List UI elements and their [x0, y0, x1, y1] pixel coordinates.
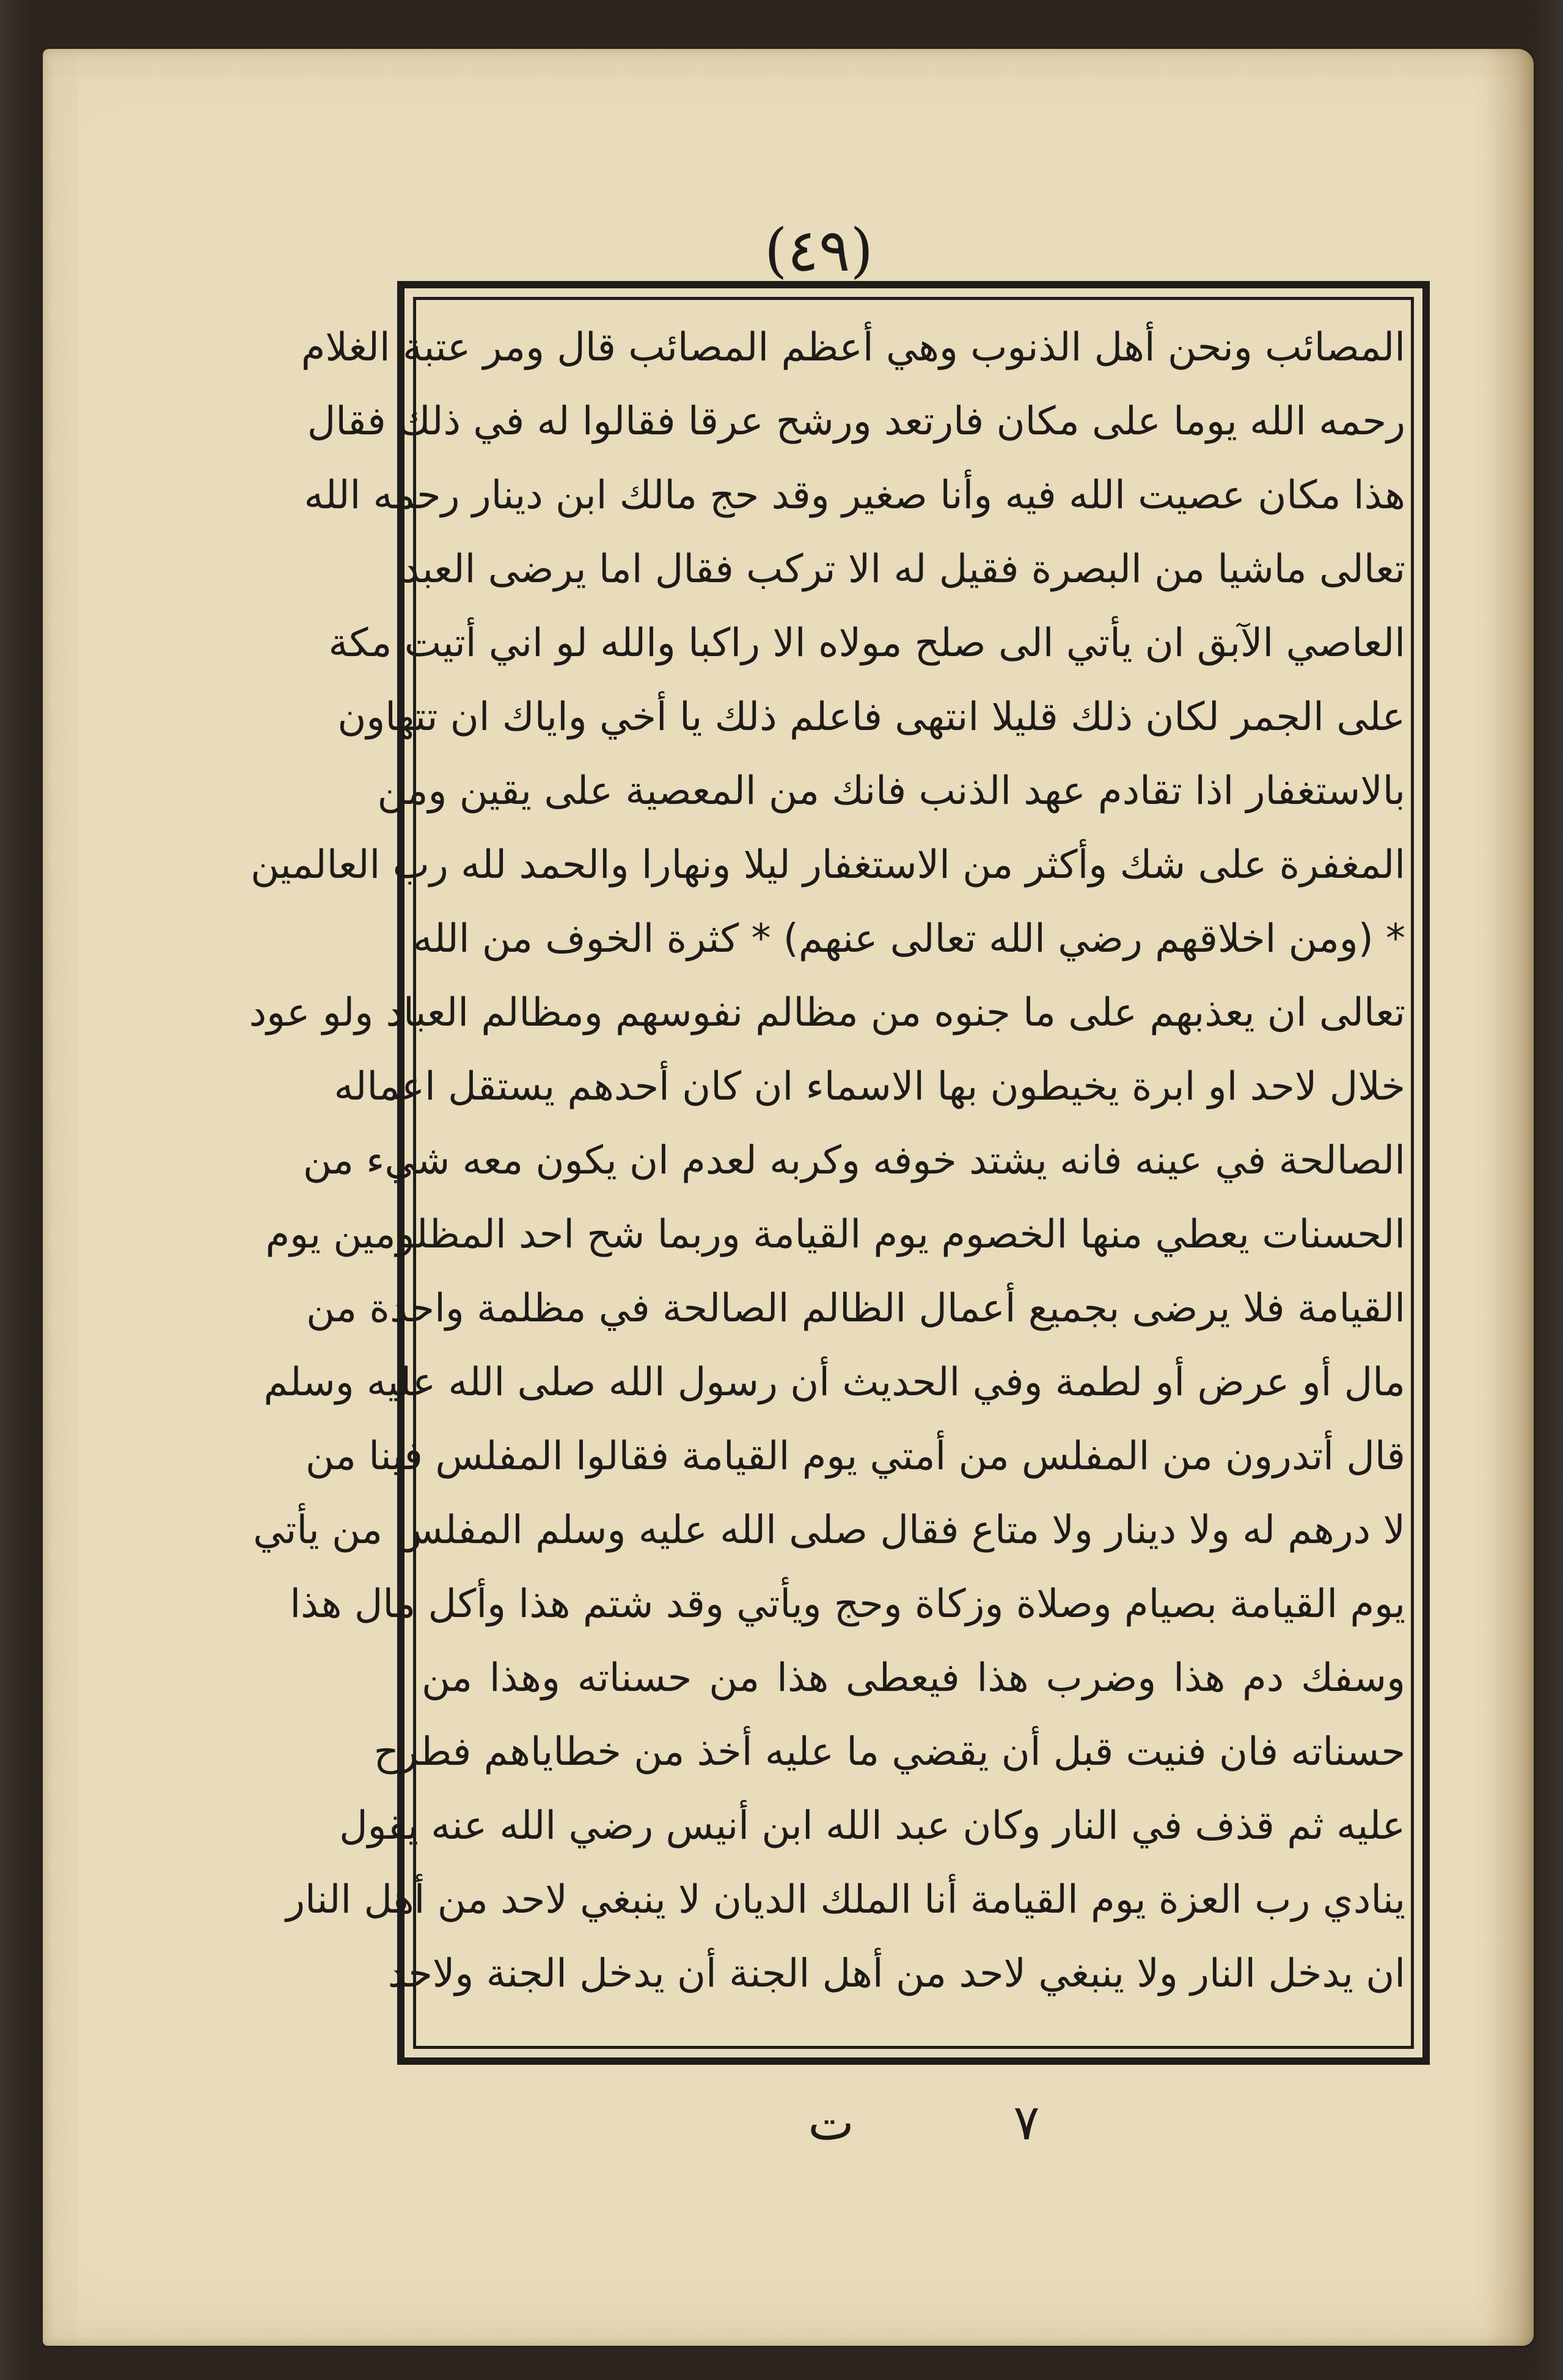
page-number: (٤٩): [764, 216, 874, 285]
text-line-20: حسناته فان فنيت قبل أن يقضي ما عليه أخذ من خطاياهم فطرح: [373, 1729, 1405, 1775]
text-line-5: العاصي الآبق ان يأتي الى صلح مولاه الا راكبا والله لو اني أتيت مكة: [328, 621, 1405, 666]
signature-number: ٧: [1013, 2094, 1040, 2151]
main-text-block: [249, 312, 1405, 2046]
text-line-16: قال أتدرون من المفلس من أمتي يوم القيامة فقالوا المفلس فينا من: [305, 1434, 1405, 1479]
text-line-2: رحمه الله يوما على مكان فارتعد ورشح عرقا فقالوا له في ذلك فقال: [307, 399, 1405, 444]
text-line-8: المغفرة على شك وأكثر من الاستغفار ليلا ونهارا والحمد لله رب العالمين: [251, 842, 1405, 888]
text-line-18: يوم القيامة بصيام وصلاة وزكاة وحج ويأتي وقد شتم هذا وأكل مال هذا: [290, 1582, 1405, 1627]
text-line-1: المصائب ونحن أهل الذنوب وهي أعظم المصائب قال ومر عتبة الغلام: [301, 325, 1405, 370]
text-line-10: تعالى ان يعذبهم على ما جنوه من مظالم نفوسهم ومظالم العباد ولو عود: [249, 990, 1405, 1035]
text-line-17: لا درهم له ولا دينار ولا متاع فقال صلى الله عليه وسلم المفلس من يأتي: [253, 1508, 1405, 1553]
page-edge-shadow: [1485, 49, 1534, 2346]
text-line-15: مال أو عرض أو لطمة وفي الحديث أن رسول الله صلى الله عليه وسلم: [263, 1360, 1405, 1405]
signature-letter: ت: [808, 2094, 854, 2151]
text-line-19: وسفك دم هذا وضرب هذا فيعطى هذا من حسناته وهذا من: [422, 1655, 1405, 1701]
text-line-4: تعالى ماشيا من البصرة فقيل له الا تركب فقال اما يرضى العبد: [401, 547, 1405, 592]
text-line-13: الحسنات يعطي منها الخصوم يوم القيامة وربما شح احد المظلومين يوم: [265, 1212, 1405, 1257]
text-line-6: على الجمر لكان ذلك قليلا انتهى فاعلم ذلك يا أخي واياك ان تتهاون: [337, 695, 1405, 740]
text-line-22: ينادي رب العزة يوم القيامة أنا الملك الديان لا ينبغي لاحد من أهل النار: [286, 1877, 1405, 1922]
text-line-12: الصالحة في عينه فانه يشتد خوفه وكربه لعدم ان يكون معه شيء من: [302, 1138, 1405, 1183]
text-line-3: هذا مكان عصيت الله فيه وأنا صغير وقد حج مالك ابن دينار رحمه الله: [304, 473, 1405, 518]
text-line-7: بالاستغفار اذا تقادم عهد الذنب فانك من المعصية على يقين ومن: [377, 768, 1405, 814]
text-line-21: عليه ثم قذف في النار وكان عبد الله ابن أنيس رضي الله عنه يقول: [339, 1803, 1405, 1849]
section-heading-line: * (ومن اخلاقهم رضي الله تعالى عنهم) * كثرة الخوف من الله: [412, 916, 1405, 962]
text-line-11: خلال لاحد او ابرة يخيطون بها الاسماء ان كان أحدهم يستقل اعماله: [334, 1064, 1405, 1109]
text-line-23: ان يدخل النار ولا ينبغي لاحد من أهل الجنة أن يدخل الجنة ولاحد: [387, 1951, 1405, 1996]
text-line-14: القيامة فلا يرضى بجميع أعمال الظالم الصالحة في مظلمة واحدة من: [306, 1286, 1405, 1331]
